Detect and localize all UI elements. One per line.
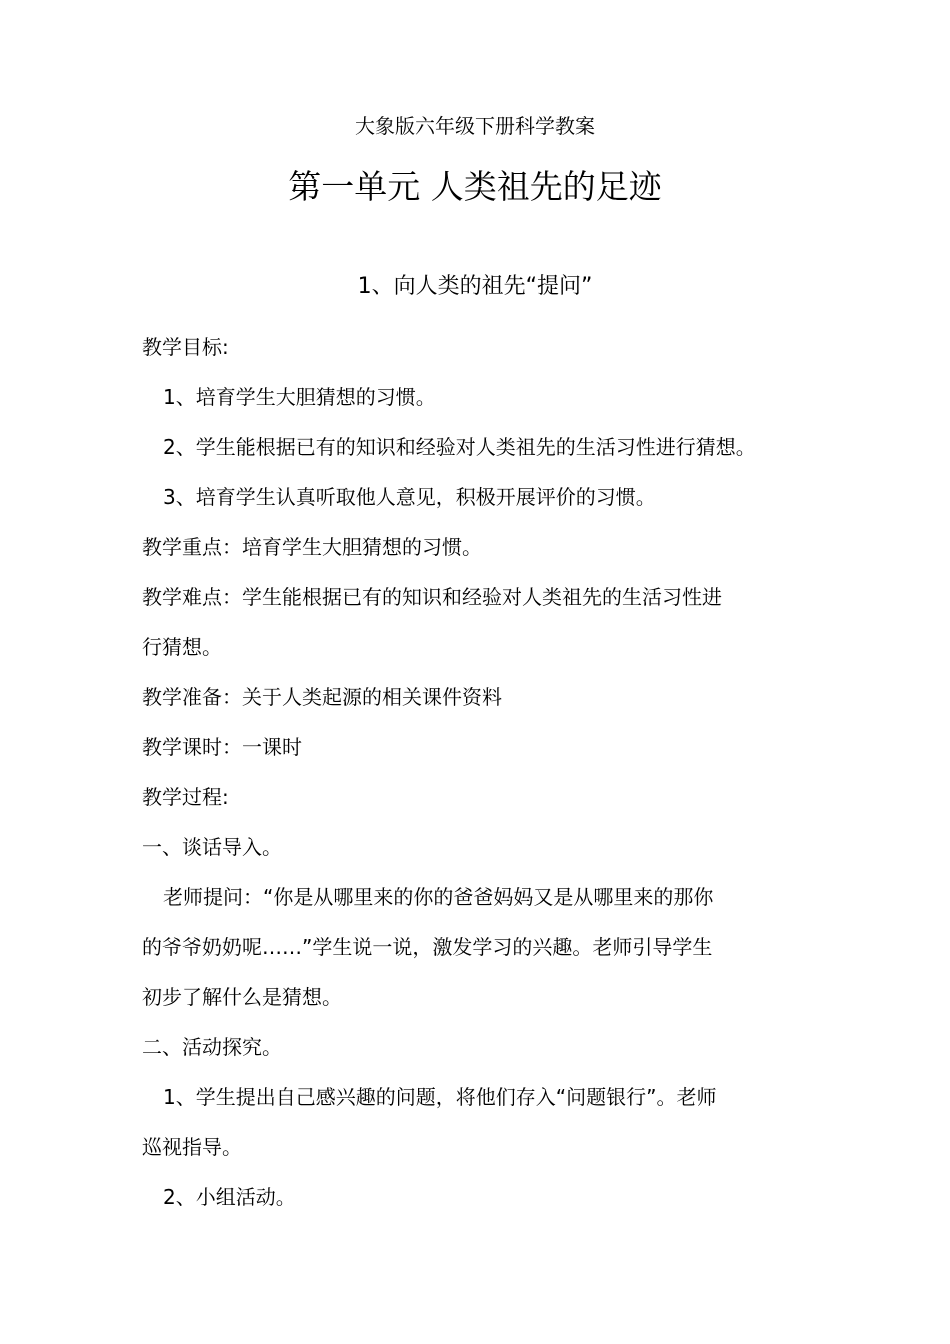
objective-item: 3、培育学生认真听取他人意见，积极开展评价的习惯。	[163, 485, 656, 509]
paragraph-line: 老师提问：“你是从哪里来的你的爸爸妈妈又是从哪里来的那你	[163, 885, 714, 909]
difficulty-line-continued: 行猜想。	[142, 635, 222, 659]
lesson-body	[142, 322, 832, 1222]
step-heading-intro: 一、谈话导入。	[142, 835, 282, 859]
paragraph-line: 初步了解什么是猜想。	[142, 985, 342, 1009]
key-point-line: 教学重点：培育学生大胆猜想的习惯。	[142, 535, 482, 559]
step-heading-activity: 二、活动探究。	[142, 1035, 282, 1059]
section-heading-process: 教学过程:	[142, 785, 229, 809]
lesson-title: 1、向人类的祖先“提问”	[357, 274, 593, 299]
activity-item: 2、小组活动。	[163, 1185, 296, 1209]
paragraph-line: 的爷爷奶奶呢……”学生说一说，激发学习的兴趣。老师引导学生	[142, 935, 713, 959]
section-heading-objectives: 教学目标:	[142, 335, 229, 359]
difficulty-line: 教学难点：学生能根据已有的知识和经验对人类祖先的生活习性进	[142, 585, 722, 609]
document-header: 大象版六年级下册科学教案	[355, 114, 595, 138]
class-hours-line: 教学课时：一课时	[142, 735, 302, 759]
paragraph-line: 巡视指导。	[142, 1135, 242, 1159]
preparation-line: 教学准备：关于人类起源的相关课件资料	[142, 685, 502, 709]
unit-title: 第一单元 人类祖先的足迹	[288, 167, 662, 206]
objective-item: 1、培育学生大胆猜想的习惯。	[163, 385, 436, 409]
objective-item: 2、学生能根据已有的知识和经验对人类祖先的生活习性进行猜想。	[163, 435, 756, 459]
paragraph-line: 1、学生提出自己感兴趣的问题，将他们存入“问题银行”。老师	[163, 1085, 717, 1109]
